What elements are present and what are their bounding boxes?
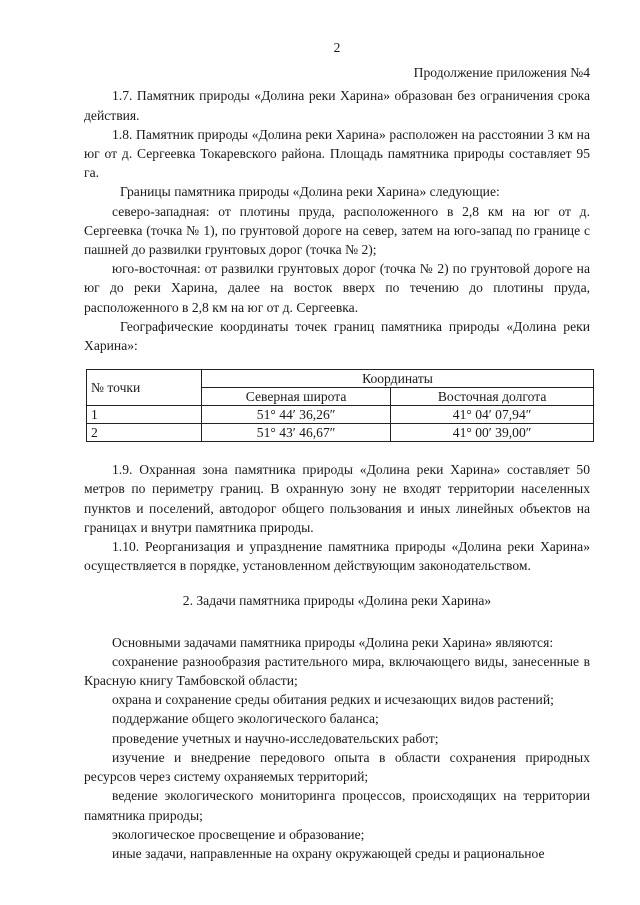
header-point-number: № точки — [87, 370, 202, 406]
page-number: 2 — [333, 40, 341, 55]
header-coordinates: Координаты — [202, 370, 594, 388]
list-item: иные задачи, направленные на охрану окружающей среды и рациональное — [112, 845, 545, 861]
header-longitude: Восточная долгота — [391, 388, 594, 406]
paragraph-1-8: 1.8. Памятник природы «Долина реки Харина» расположен на расстоянии 3 км на юг от д. Сергеевка Токаревского района. Площадь памятника природы составляет 95 га. — [84, 126, 590, 181]
header-latitude: Северная широта — [202, 388, 391, 406]
annex-note: Продолжение приложения №4 — [413, 65, 590, 81]
paragraph-boundaries: Границы памятника природы «Долина реки Харина» следующие: — [120, 184, 500, 200]
paragraph-tasks-intro: Основными задачами памятника природы «Долина реки Харина» являются: — [112, 634, 554, 650]
point-longitude: 41° 00′ 39,00″ — [391, 424, 594, 442]
paragraph-southeast: юго-восточная: от развилки грунтовых дорог (точка № 2) по грунтовой дороге на юг до реки Харина, далее на восток вверх по течению до плотины пруда, расположенного в 2,8 км на юг от д. Сергеевка. — [84, 261, 590, 315]
paragraph-geo-coords: Географические координаты точек границ памятника природы «Долина реки Харина»: — [84, 318, 590, 354]
table-header-row — [87, 370, 594, 388]
list-item: сохранение разнообразия растительного мира, включающего виды, занесенные в Красную книгу Тамбовской области; — [84, 653, 590, 689]
section-2-heading: 2. Задачи памятника природы «Долина реки Харина» — [182, 593, 492, 609]
paragraph-northwest: северо-западная: от плотины пруда, расположенного в 2,8 км на юг от д. Сергеевка (точка № 1), по грунтовой дороге на север, затем на юго-запад по границе с пашней до развилки грунтовых дорог (точка № 2); — [84, 203, 590, 258]
list-item: экологическое просвещение и образование; — [112, 826, 365, 842]
list-item: охрана и сохранение среды обитания редких и исчезающих видов растений; — [112, 692, 554, 708]
paragraph-1-9: 1.9. Охранная зона памятника природы «Долина реки Харина» составляет 50 метров по периметру границ. В охранную зону не входят территории населенных пунктов и поселений, автодорог общего пользования и иных линейных объектов на границах и внутри памятника природы. — [84, 462, 590, 535]
table-row — [87, 424, 594, 442]
paragraph-1-10: 1.10. Реорганизация и упразднение памятника природы «Долина реки Харина» осуществляется в порядке, установленном действующим законодательством. — [84, 539, 590, 574]
list-item: поддержание общего экологического баланса; — [112, 711, 379, 727]
point-latitude: 51° 44′ 36,26″ — [202, 406, 391, 424]
point-number: 1 — [87, 406, 202, 424]
point-longitude: 41° 04′ 07,94″ — [391, 406, 594, 424]
point-latitude: 51° 43′ 46,67″ — [202, 424, 391, 442]
list-item: изучение и внедрение передового опыта в области сохранения природных ресурсов через систему охраняемых территорий; — [84, 749, 590, 785]
list-item: проведение учетных и научно-исследовательских работ; — [112, 730, 439, 746]
paragraph-1-7: 1.7. Памятник природы «Долина реки Харина» образован без ограничения срока действия. — [84, 88, 590, 123]
point-number: 2 — [87, 424, 202, 442]
coordinates-table — [86, 369, 594, 442]
table-row — [87, 406, 594, 424]
list-item: ведение экологического мониторинга процессов, происходящих на территории памятника природы; — [84, 788, 590, 823]
